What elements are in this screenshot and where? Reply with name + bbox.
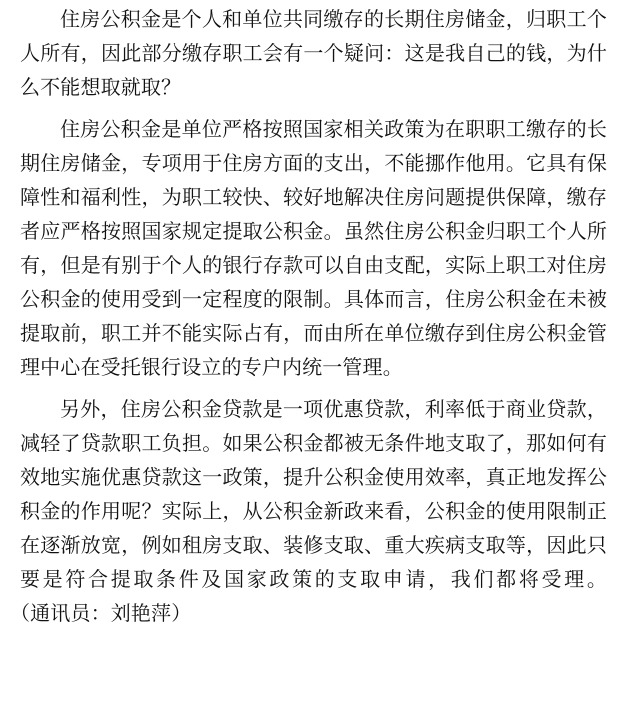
- paragraph-1: [20, 2, 607, 104]
- paragraph-2: [20, 112, 607, 384]
- paragraph-1-text: 住房公积金是个人和单位共同缴存的长期住房储金，归职工个人所有，因此部分缴存职工会有一个疑问：这是我自己的钱，为什么不能想取就取？: [20, 7, 607, 99]
- reporter-byline: （通讯员：刘艳萍）: [20, 601, 192, 625]
- paragraph-3: [20, 392, 607, 630]
- document-page: [0, 2, 619, 709]
- paragraph-2-text: 住房公积金是单位严格按照国家相关政策为在职职工缴存的长期住房储金，专项用于住房方面的支出，不能挪作他用。它具有保障性和福利性，为职工较快、较好地解决住房问题提供保障，缴存者应严格按照国家规定提取公积金。虽然住房公积金归职工个人所有，但是有别于个人的银行存款可以自由支配，实际上职工对住房公积金的使用受到一定程度的限制。具体而言，住房公积金在未被提取前，职工并不能实际占有，而由所在单位缴存到住房公积金管理中心在受托银行设立的专户内统一管理。: [20, 117, 607, 379]
- paragraph-3-text: 另外，住房公积金贷款是一项优惠贷款，利率低于商业贷款，减轻了贷款职工负担。如果公积金都被无条件地支取了，那如何有效地实施优惠贷款这一政策，提升公积金使用效率，真正地发挥公积金的作用呢？实际上，从公积金新政来看，公积金的使用限制正在逐渐放宽，例如租房支取、装修支取、重大疾病支取等，因此只要是符合提取条件及国家政策的支取申请，我们都将受理。: [20, 397, 607, 591]
